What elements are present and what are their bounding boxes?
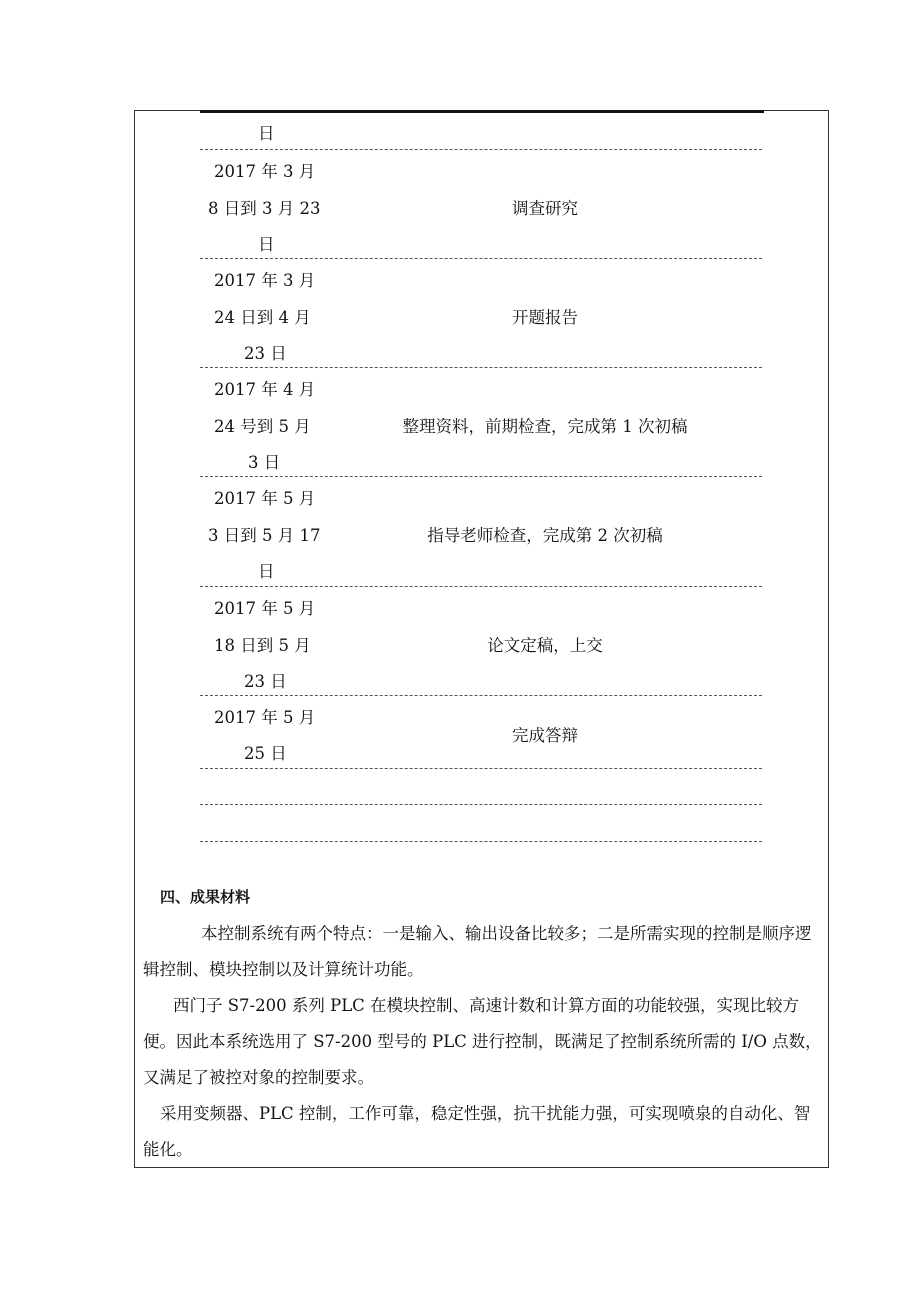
row-divider	[200, 476, 762, 477]
paragraph: 本控制系统有两个特点：一是输入、输出设备比较多；二是所需实现的控制是顺序逻辑控制、模块控制以及计算统计功能。	[143, 924, 812, 979]
row-divider	[200, 367, 762, 368]
paragraph: 采用变频器、PLC 控制，工作可靠，稳定性强，抗干扰能力强，可实现喷泉的自动化、智能化。	[143, 1104, 811, 1159]
row-divider	[200, 768, 762, 769]
row-divider	[200, 258, 762, 259]
row-divider	[200, 695, 762, 696]
row-divider	[200, 586, 762, 587]
paragraph: 西门子 S7-200 系列 PLC 在模块控制、高速计数和计算方面的功能较强，实现比较方便。因此本系统选用了 S7-200 型号的 PLC 进行控制，既满足了控制系统所需的 I/O 点数，又满足了被控对象的控制要求。	[143, 996, 822, 1087]
schedule-row-task: 指导老师检查，完成第 2 次初稿	[427, 526, 663, 545]
row-divider	[200, 841, 762, 842]
schedule-row-task: 开题报告	[512, 308, 578, 327]
row-divider	[200, 804, 762, 805]
section-heading: 四、成果材料	[160, 888, 251, 906]
schedule-row-task: 论文定稿，上交	[487, 636, 603, 655]
schedule-row-task: 整理资料，前期检查，完成第 1 次初稿	[402, 417, 688, 436]
row-divider	[200, 149, 762, 150]
schedule-row-task: 完成答辩	[512, 726, 578, 745]
table-top-rule	[200, 110, 764, 113]
schedule-row-task: 调查研究	[512, 199, 578, 218]
